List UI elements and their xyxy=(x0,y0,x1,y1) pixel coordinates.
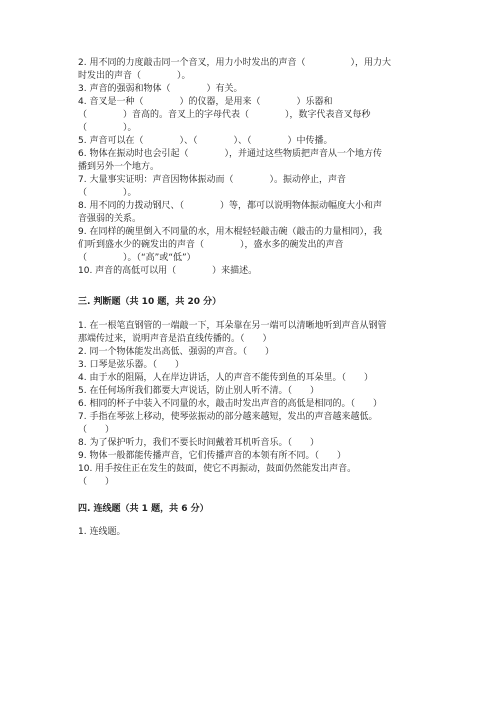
question-7 xyxy=(78,411,434,437)
question-line: 2. 同一个物体能发出高低、强弱的声音。（ ） xyxy=(78,347,274,357)
section-4-heading xyxy=(78,503,434,516)
question-10 xyxy=(78,265,434,278)
question-line: （ ）。 xyxy=(78,123,137,133)
fill-in-questions xyxy=(78,57,434,278)
question-line: 那端传过来，说明声音是沿直线传播的。（ ） xyxy=(78,334,272,344)
question-8 xyxy=(78,437,434,450)
question-line: 音强弱的关系。 xyxy=(78,214,142,224)
question-line: 1. 在一根笔直钢管的一端敲一下，耳朵靠在另一端可以清晰地听到声音从钢管 xyxy=(78,321,387,331)
question-line: 9. 物体一般都能传播声音，它们传播声音的本领有所不同。（ ） xyxy=(78,451,346,461)
question-line: 6. 相同的杯子中装入不同量的水，敲击时发出声音的高低是相同的。（ ） xyxy=(78,399,382,409)
question-5 xyxy=(78,385,434,398)
question-line: 6. 物体在振动时也会引起（ ），并通过这些物质把声音从一个地方传 xyxy=(78,149,382,159)
question-line: （ ）。（“高”或“低”） xyxy=(78,253,196,263)
question-6 xyxy=(78,148,434,174)
question-3 xyxy=(78,83,434,96)
question-line: 5. 在任何场所我们都要大声说话，防止别人听不清。（ ） xyxy=(78,386,319,396)
question-line: 9. 在同样的碗里倒入不同量的水，用木棍轻轻敲击碗（敲击的力量相同），我 xyxy=(78,227,382,237)
question-3 xyxy=(78,359,434,372)
question-line: 7. 大量事实证明：声音因物体振动而（ ）。振动停止，声音 xyxy=(78,175,346,185)
question-line: 播到另外一个地方。 xyxy=(78,162,160,172)
question-line: 4. 音叉是一种（ ）的仪器，是用来（ ）乐器和 xyxy=(78,97,333,107)
question-1 xyxy=(78,320,434,346)
question-line: 10. 声音的高低可以用（ ）来描述。 xyxy=(78,266,258,276)
question-2 xyxy=(78,57,434,83)
question-4 xyxy=(78,372,434,385)
question-line: 8. 用不同的力拨动钢尺、（ ）等，都可以说明物体振动幅度大小和声 xyxy=(78,201,382,211)
question-1 xyxy=(78,526,434,539)
question-line: 10. 用手按住正在发生的鼓面，使它不再振动，鼓面仍然能发出声音。 xyxy=(78,464,357,474)
question-line: （ ）。 xyxy=(78,188,137,198)
question-line: 们听到盛水少的碗发出的声音（ ），盛水多的碗发出的声音 xyxy=(78,240,344,250)
question-line: 4. 由于水的阻隔，人在岸边讲话，人的声音不能传到鱼的耳朵里。（ ） xyxy=(78,373,373,383)
matching-questions xyxy=(78,526,434,539)
question-10 xyxy=(78,463,434,489)
question-line: 2. 用不同的力度敲击同一个音叉，用力小时发出的声音（ ），用力大 xyxy=(78,58,391,68)
question-line: （ ）音高的。音叉上的字母代表（ ），数字代表音叉每秒 xyxy=(78,110,371,120)
question-line: 7. 手指在琴弦上移动，使琴弦振动的部分越来越短，发出的声音越来越低。 xyxy=(78,412,378,422)
question-2 xyxy=(78,346,434,359)
question-8 xyxy=(78,200,434,226)
question-line: 3. 声音的强弱和物体（ ）有关。 xyxy=(78,84,243,94)
question-line: 1. 连线题。 xyxy=(78,527,126,537)
question-line: 5. 声音可以在（ ）、（ ）、（ ）中传播。 xyxy=(78,136,333,146)
question-line: （ ） xyxy=(78,477,115,487)
section-title: 四. 连线题（共 1 题，共 6 分） xyxy=(78,504,209,514)
question-6 xyxy=(78,398,434,411)
question-line: （ ） xyxy=(78,425,115,435)
section-3-heading xyxy=(78,296,434,309)
question-5 xyxy=(78,135,434,148)
question-line: 8. 为了保护听力，我们不要长时间戴着耳机听音乐。（ ） xyxy=(78,438,319,448)
question-7 xyxy=(78,174,434,200)
question-line: 时发出的声音（ ）。 xyxy=(78,71,191,81)
true-false-questions xyxy=(78,320,434,489)
question-line: 3. 口琴是弦乐器。（ ） xyxy=(78,360,184,370)
question-9 xyxy=(78,450,434,463)
question-9 xyxy=(78,226,434,265)
section-title: 三. 判断题（共 10 题，共 20 分） xyxy=(78,297,222,307)
question-4 xyxy=(78,96,434,135)
